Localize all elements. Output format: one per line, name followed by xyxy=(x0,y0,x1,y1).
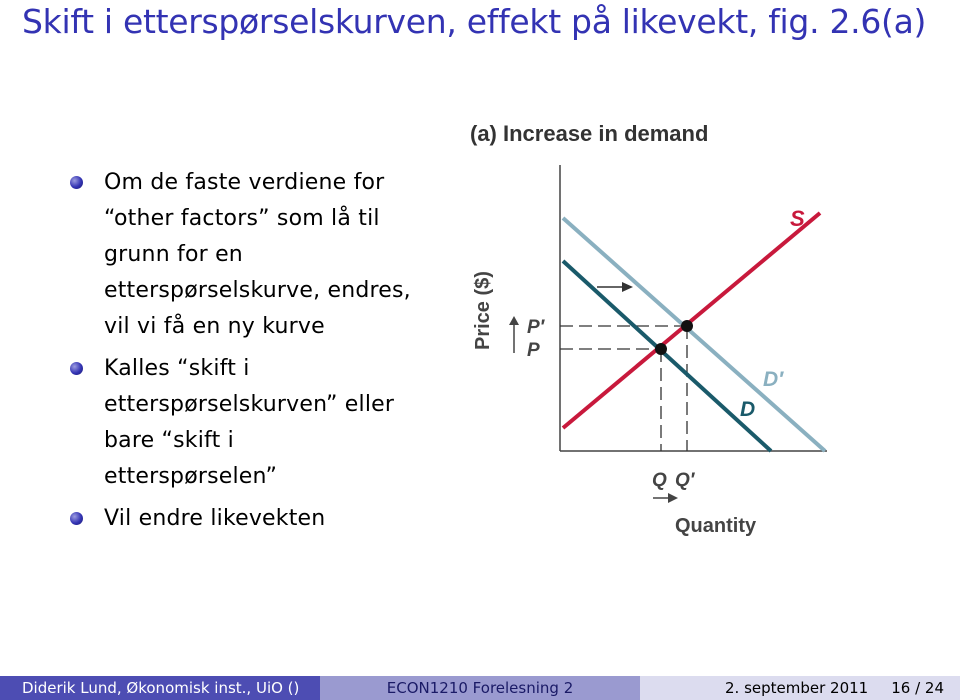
p-prime-label: P′ xyxy=(527,317,545,338)
demand-shift-figure xyxy=(465,118,845,548)
bullet-item xyxy=(70,351,450,495)
slide-title: Skift i etterspørselskurven, effekt på likevekt, fig. 2.6(a) xyxy=(22,2,927,41)
footer-course-text: ECON1210 Forelesning 2 xyxy=(386,679,574,697)
bullet-line: etterspørselskurve, endres, xyxy=(104,278,411,303)
bullet-line: vil vi få en ny kurve xyxy=(104,314,325,339)
bullet-line: “other factors” som lå til xyxy=(104,206,380,231)
q-prime-label: Q′ xyxy=(675,470,695,491)
footer-date: 2. september 2011 xyxy=(725,679,869,697)
demand-curve-new xyxy=(563,218,825,451)
supply-label: S xyxy=(790,206,805,231)
bullet-line: etterspørselen” xyxy=(104,464,278,489)
bullet-list xyxy=(70,165,450,543)
footer-author xyxy=(0,676,320,700)
demand-curve xyxy=(563,261,771,451)
demand-shift-diagram xyxy=(465,118,845,548)
q-label: Q xyxy=(652,470,667,491)
p-label: P xyxy=(527,340,540,361)
demand-label: D xyxy=(740,398,756,421)
equilibrium-point-new xyxy=(681,320,693,332)
equilibrium-point xyxy=(655,343,667,355)
bullet-line: bare “skift i xyxy=(104,428,234,453)
supply-curve xyxy=(563,213,820,428)
bullet-icon xyxy=(70,362,83,375)
y-axis-label: Price ($) xyxy=(472,271,494,350)
panel-title: (a) Increase in demand xyxy=(470,121,709,146)
bullet-line: Vil endre likevekten xyxy=(104,506,326,531)
demand-new-label: D′ xyxy=(763,368,784,391)
x-axis-label: Quantity xyxy=(675,515,757,537)
bullet-line: Om de faste verdiene for xyxy=(104,170,385,195)
footer-date-page xyxy=(640,676,960,700)
price-up-arrowhead xyxy=(509,316,519,325)
footer-course xyxy=(320,676,640,700)
bullet-line: grunn for en xyxy=(104,242,243,267)
bullet-line: etterspørselskurven” eller xyxy=(104,392,395,417)
shift-arrowhead xyxy=(622,282,633,292)
bullet-icon xyxy=(70,512,83,525)
bullet-item xyxy=(70,165,450,345)
bullet-line: Kalles “skift i xyxy=(104,356,250,381)
bullet-item xyxy=(70,501,450,537)
footer-page-number: 16 / 24 xyxy=(891,679,944,697)
footer-bar xyxy=(0,676,960,700)
bullet-icon xyxy=(70,176,83,189)
footer-author-text: Diderik Lund, Økonomisk inst., UiO () xyxy=(22,679,300,697)
quantity-arrowhead xyxy=(668,493,678,503)
